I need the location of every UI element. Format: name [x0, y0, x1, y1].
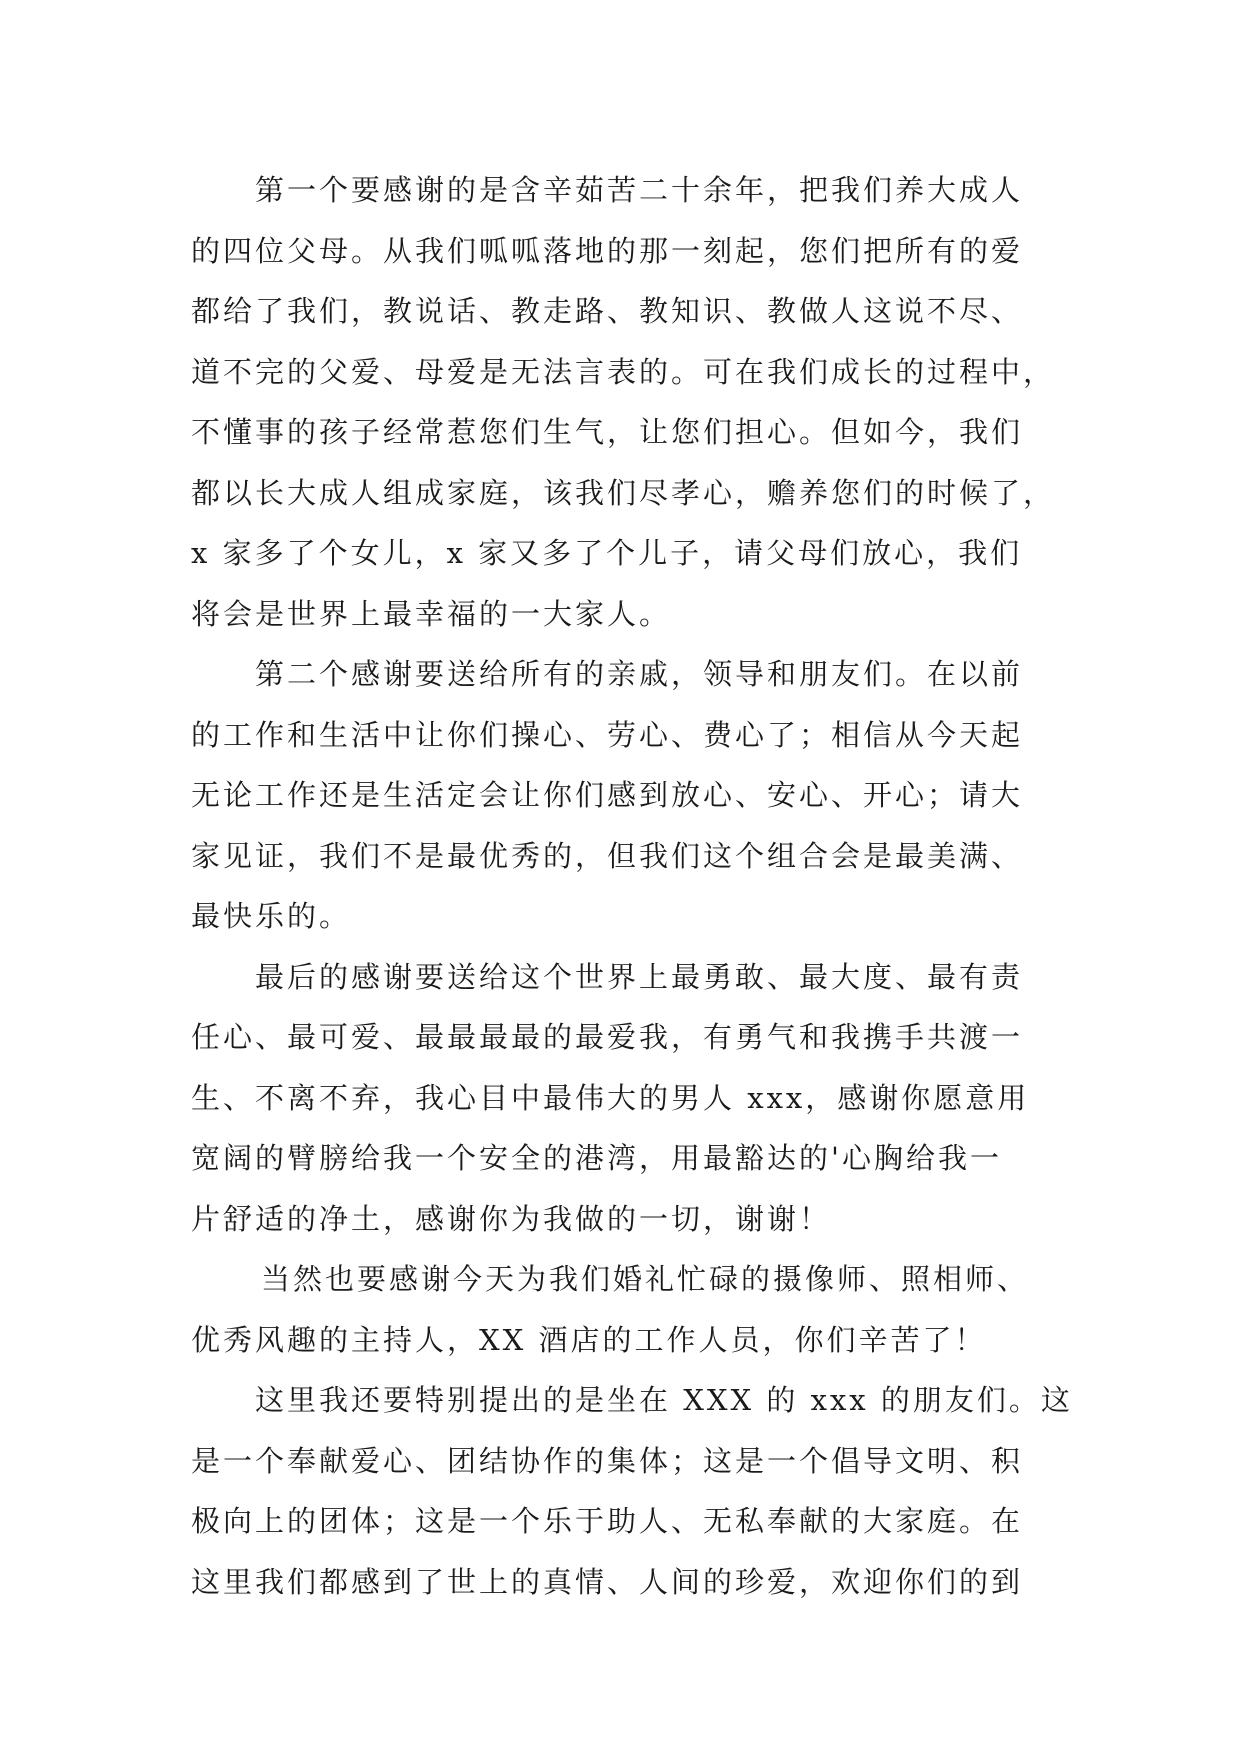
text-line: 任心、最可爱、最最最最的最爱我，有勇气和我携手共渡一 — [191, 1020, 1024, 1054]
text-line: 生、不离不弃，我心目中最伟大的男人 xxx，感谢你愿意用 — [191, 1080, 1030, 1115]
text-line: 家见证，我们不是最优秀的，但我们这个组合会是最美满、 — [191, 838, 1024, 873]
text-line: 极向上的团体；这是一个乐于助人、无私奉献的大家庭。在 — [191, 1504, 1024, 1538]
text-line: 将会是世界上最幸福的一大家人。 — [191, 596, 672, 631]
text-line: 最后的感谢要送给这个世界上最勇敢、最大度、最有责 — [255, 959, 1024, 994]
text-line: 当然也要感谢今天为我们婚礼忙碌的摄像师、照相师、 — [261, 1262, 1030, 1296]
document-body — [191, 160, 1071, 1612]
text-line: 不懂事的孩子经常惹您们生气，让您们担心。但如今，我们 — [191, 415, 1024, 449]
text-line: 最快乐的。 — [191, 899, 352, 933]
text-line: 的工作和生活中让你们操心、劳心、费心了；相信从今天起 — [191, 717, 1024, 752]
text-line: 优秀风趣的主持人，XX 酒店的工作人员，你们辛苦了！ — [191, 1322, 987, 1357]
text-line: 无论工作还是生活定会让你们感到放心、安心、开心；请大 — [191, 778, 1024, 812]
text-line: 都以长大成人组成家庭，该我们尽孝心，赡养您们的时候了， — [191, 475, 1056, 510]
text-line: 片舒适的净土，感谢你为我做的一切，谢谢！ — [191, 1201, 832, 1236]
text-line: 宽阔的臂膀给我一个安全的港湾，用最豁达的'心胸给我一 — [191, 1141, 1002, 1175]
text-line: 这里我们都感到了世上的真情、人间的珍爱，欢迎你们的到 — [191, 1564, 1024, 1599]
text-line: 的四位父母。从我们呱呱落地的那一刻起，您们把所有的爱 — [191, 233, 1024, 268]
text-line: 第一个要感谢的是含辛茹苦二十余年，把我们养大成人 — [255, 173, 1024, 207]
text-line: 是一个奉献爱心、团结协作的集体；这是一个倡导文明、积 — [191, 1443, 1024, 1478]
text-line: x 家多了个女儿，x 家又多了个儿子，请父母们放心，我们 — [191, 536, 1023, 570]
text-line: 第二个感谢要送给所有的亲戚，领导和朋友们。在以前 — [255, 657, 1024, 691]
text-line: 道不完的父爱、母爱是无法言表的。可在我们成长的过程中， — [191, 354, 1056, 389]
text-line: 都给了我们，教说话、教走路、教知识、教做人这说不尽、 — [191, 294, 1024, 328]
text-line: 这里我还要特别提出的是坐在 XXX 的 xxx 的朋友们。这 — [255, 1383, 1073, 1417]
